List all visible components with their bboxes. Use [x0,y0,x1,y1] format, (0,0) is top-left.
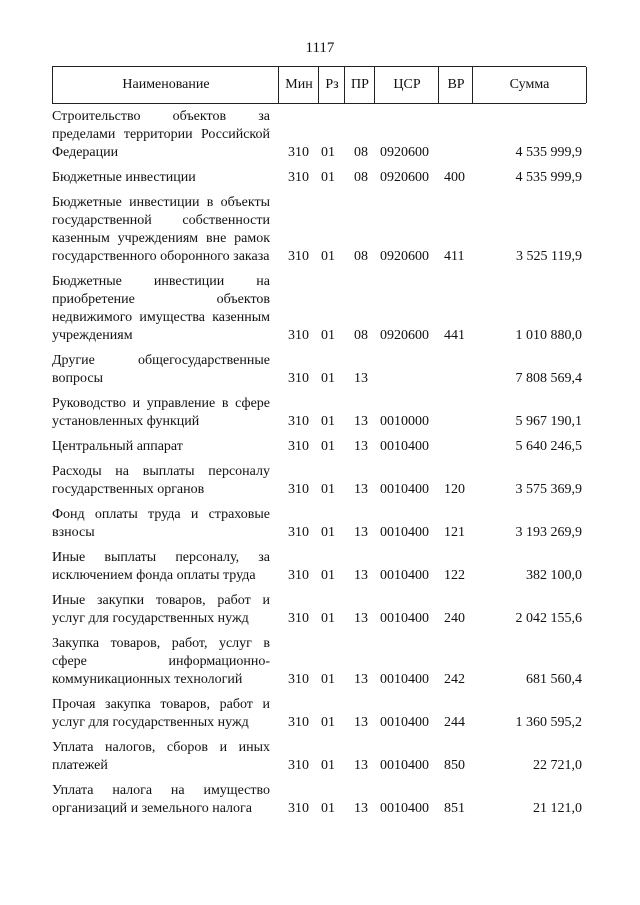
row-name: Уплата налогов, сборов и иных платежей [52,740,270,773]
row-rz: 01 [321,439,335,454]
row-rz: 01 [321,145,335,160]
row-vr: 850 [444,758,465,773]
row-min: 310 [288,482,309,497]
header-min: Мин [278,67,319,103]
row-min: 310 [288,672,309,687]
row-name: Другие общегосударственные вопросы [52,353,270,386]
row-csr: 0010000 [380,414,429,429]
table-body [52,108,586,825]
row-codes [52,144,586,162]
row-name: Закупка товаров, работ, услуг в сфере информационно-коммуникационных технологий [52,636,270,687]
row-csr: 0920600 [380,249,429,264]
row-name: Уплата налога на имущество организаций и земельного налога [52,783,270,816]
row-name: Расходы на выплаты персоналу государственных органов [52,464,270,497]
table-row [52,395,586,431]
row-rz: 01 [321,249,335,264]
row-pr: 13 [354,525,368,540]
row-codes [52,169,586,187]
row-pr: 13 [354,439,368,454]
row-rz: 01 [321,758,335,773]
row-csr: 0010400 [380,525,429,540]
row-rz: 01 [321,525,335,540]
row-min: 310 [288,145,309,160]
row-name: Прочая закупка товаров, работ и услуг для государственных нужд [52,697,270,730]
row-pr: 13 [354,611,368,626]
row-name: Фонд оплаты труда и страховые взносы [52,507,270,540]
row-codes [52,610,586,628]
row-csr: 0010400 [380,758,429,773]
table-row [52,506,586,542]
row-csr: 0010400 [380,715,429,730]
row-name: Строительство объектов за пределами территории Российской Федерации [52,109,270,160]
row-rz: 01 [321,414,335,429]
table-row [52,463,586,499]
row-sum: 5 967 190,1 [515,414,582,429]
row-pr: 13 [354,371,368,386]
row-vr: 121 [444,525,465,540]
row-sum: 4 535 999,9 [515,145,582,160]
header-rz: Рз [318,67,345,103]
row-codes [52,370,586,388]
row-pr: 08 [354,328,368,343]
row-min: 310 [288,170,309,185]
row-vr: 441 [444,328,465,343]
row-codes [52,567,586,585]
row-pr: 13 [354,801,368,816]
row-name: Центральный аппарат [52,439,183,454]
row-name: Бюджетные инвестиции [52,170,196,185]
header-sum: Сумма [472,67,587,103]
row-vr: 242 [444,672,465,687]
row-codes [52,413,586,431]
row-min: 310 [288,414,309,429]
row-codes [52,438,586,456]
row-rz: 01 [321,170,335,185]
row-vr: 122 [444,568,465,583]
row-csr: 0010400 [380,801,429,816]
row-sum: 3 575 369,9 [515,482,582,497]
row-pr: 13 [354,414,368,429]
row-name: Иные выплаты персоналу, за исключением фонда оплаты труда [52,550,270,583]
row-pr: 13 [354,672,368,687]
row-sum: 3 525 119,9 [516,249,582,264]
row-csr: 0010400 [380,568,429,583]
table-header [52,66,586,104]
row-rz: 01 [321,482,335,497]
row-codes [52,481,586,499]
row-csr: 0920600 [380,170,429,185]
page-number: 1117 [305,40,335,56]
row-min: 310 [288,328,309,343]
row-codes [52,248,586,266]
row-sum: 21 121,0 [533,801,582,816]
row-codes [52,714,586,732]
row-csr: 0010400 [380,611,429,626]
row-vr: 400 [444,170,465,185]
header-name: Наименование [52,67,279,103]
row-name: Бюджетные инвестиции в объекты государственной собственности казенным учреждениям вне рамок государственного оборонного заказа [52,195,270,264]
row-pr: 13 [354,568,368,583]
table-row [52,438,586,456]
row-name: Иные закупки товаров, работ и услуг для государственных нужд [52,593,270,626]
row-min: 310 [288,371,309,386]
row-csr: 0010400 [380,482,429,497]
row-pr: 13 [354,482,368,497]
row-sum: 2 042 155,6 [515,611,582,626]
row-rz: 01 [321,371,335,386]
row-min: 310 [288,525,309,540]
table-row [52,549,586,585]
row-sum: 681 560,4 [526,672,582,687]
row-codes [52,800,586,818]
row-sum: 4 535 999,9 [515,170,582,185]
row-rz: 01 [321,801,335,816]
row-codes [52,524,586,542]
table-row [52,592,586,628]
table-row [52,739,586,775]
row-min: 310 [288,758,309,773]
row-name: Руководство и управление в сфере установленных функций [52,396,270,429]
header-csr: ЦСР [374,67,439,103]
row-name: Бюджетные инвестиции на приобретение объектов недвижимого имущества казенным учреждениям [52,274,270,343]
row-vr: 244 [444,715,465,730]
row-min: 310 [288,611,309,626]
row-sum: 7 808 569,4 [515,371,582,386]
row-pr: 08 [354,170,368,185]
row-min: 310 [288,439,309,454]
row-pr: 08 [354,249,368,264]
table-row [52,108,586,162]
row-codes [52,671,586,689]
table-row [52,782,586,818]
row-sum: 382 100,0 [526,568,582,583]
row-sum: 1 360 595,2 [515,715,582,730]
table-row [52,194,586,266]
row-min: 310 [288,715,309,730]
row-csr: 0010400 [380,439,429,454]
table-row [52,635,586,689]
table-row [52,273,586,345]
row-vr: 851 [444,801,465,816]
row-sum: 3 193 269,9 [515,525,582,540]
row-csr: 0920600 [380,145,429,160]
row-vr: 411 [444,249,465,264]
row-rz: 01 [321,568,335,583]
row-csr: 0010400 [380,672,429,687]
row-codes [52,757,586,775]
row-csr: 0920600 [380,328,429,343]
row-sum: 22 721,0 [533,758,582,773]
header-pr: ПР [344,67,375,103]
row-sum: 1 010 880,0 [515,328,582,343]
row-sum: 5 640 246,5 [515,439,582,454]
row-min: 310 [288,568,309,583]
row-rz: 01 [321,611,335,626]
row-codes [52,327,586,345]
header-vr: ВР [438,67,473,103]
row-min: 310 [288,249,309,264]
row-pr: 08 [354,145,368,160]
table-row [52,352,586,388]
table-row [52,696,586,732]
table-row [52,169,586,187]
row-rz: 01 [321,715,335,730]
row-min: 310 [288,801,309,816]
row-vr: 120 [444,482,465,497]
row-vr: 240 [444,611,465,626]
row-pr: 13 [354,715,368,730]
row-rz: 01 [321,328,335,343]
row-pr: 13 [354,758,368,773]
row-rz: 01 [321,672,335,687]
